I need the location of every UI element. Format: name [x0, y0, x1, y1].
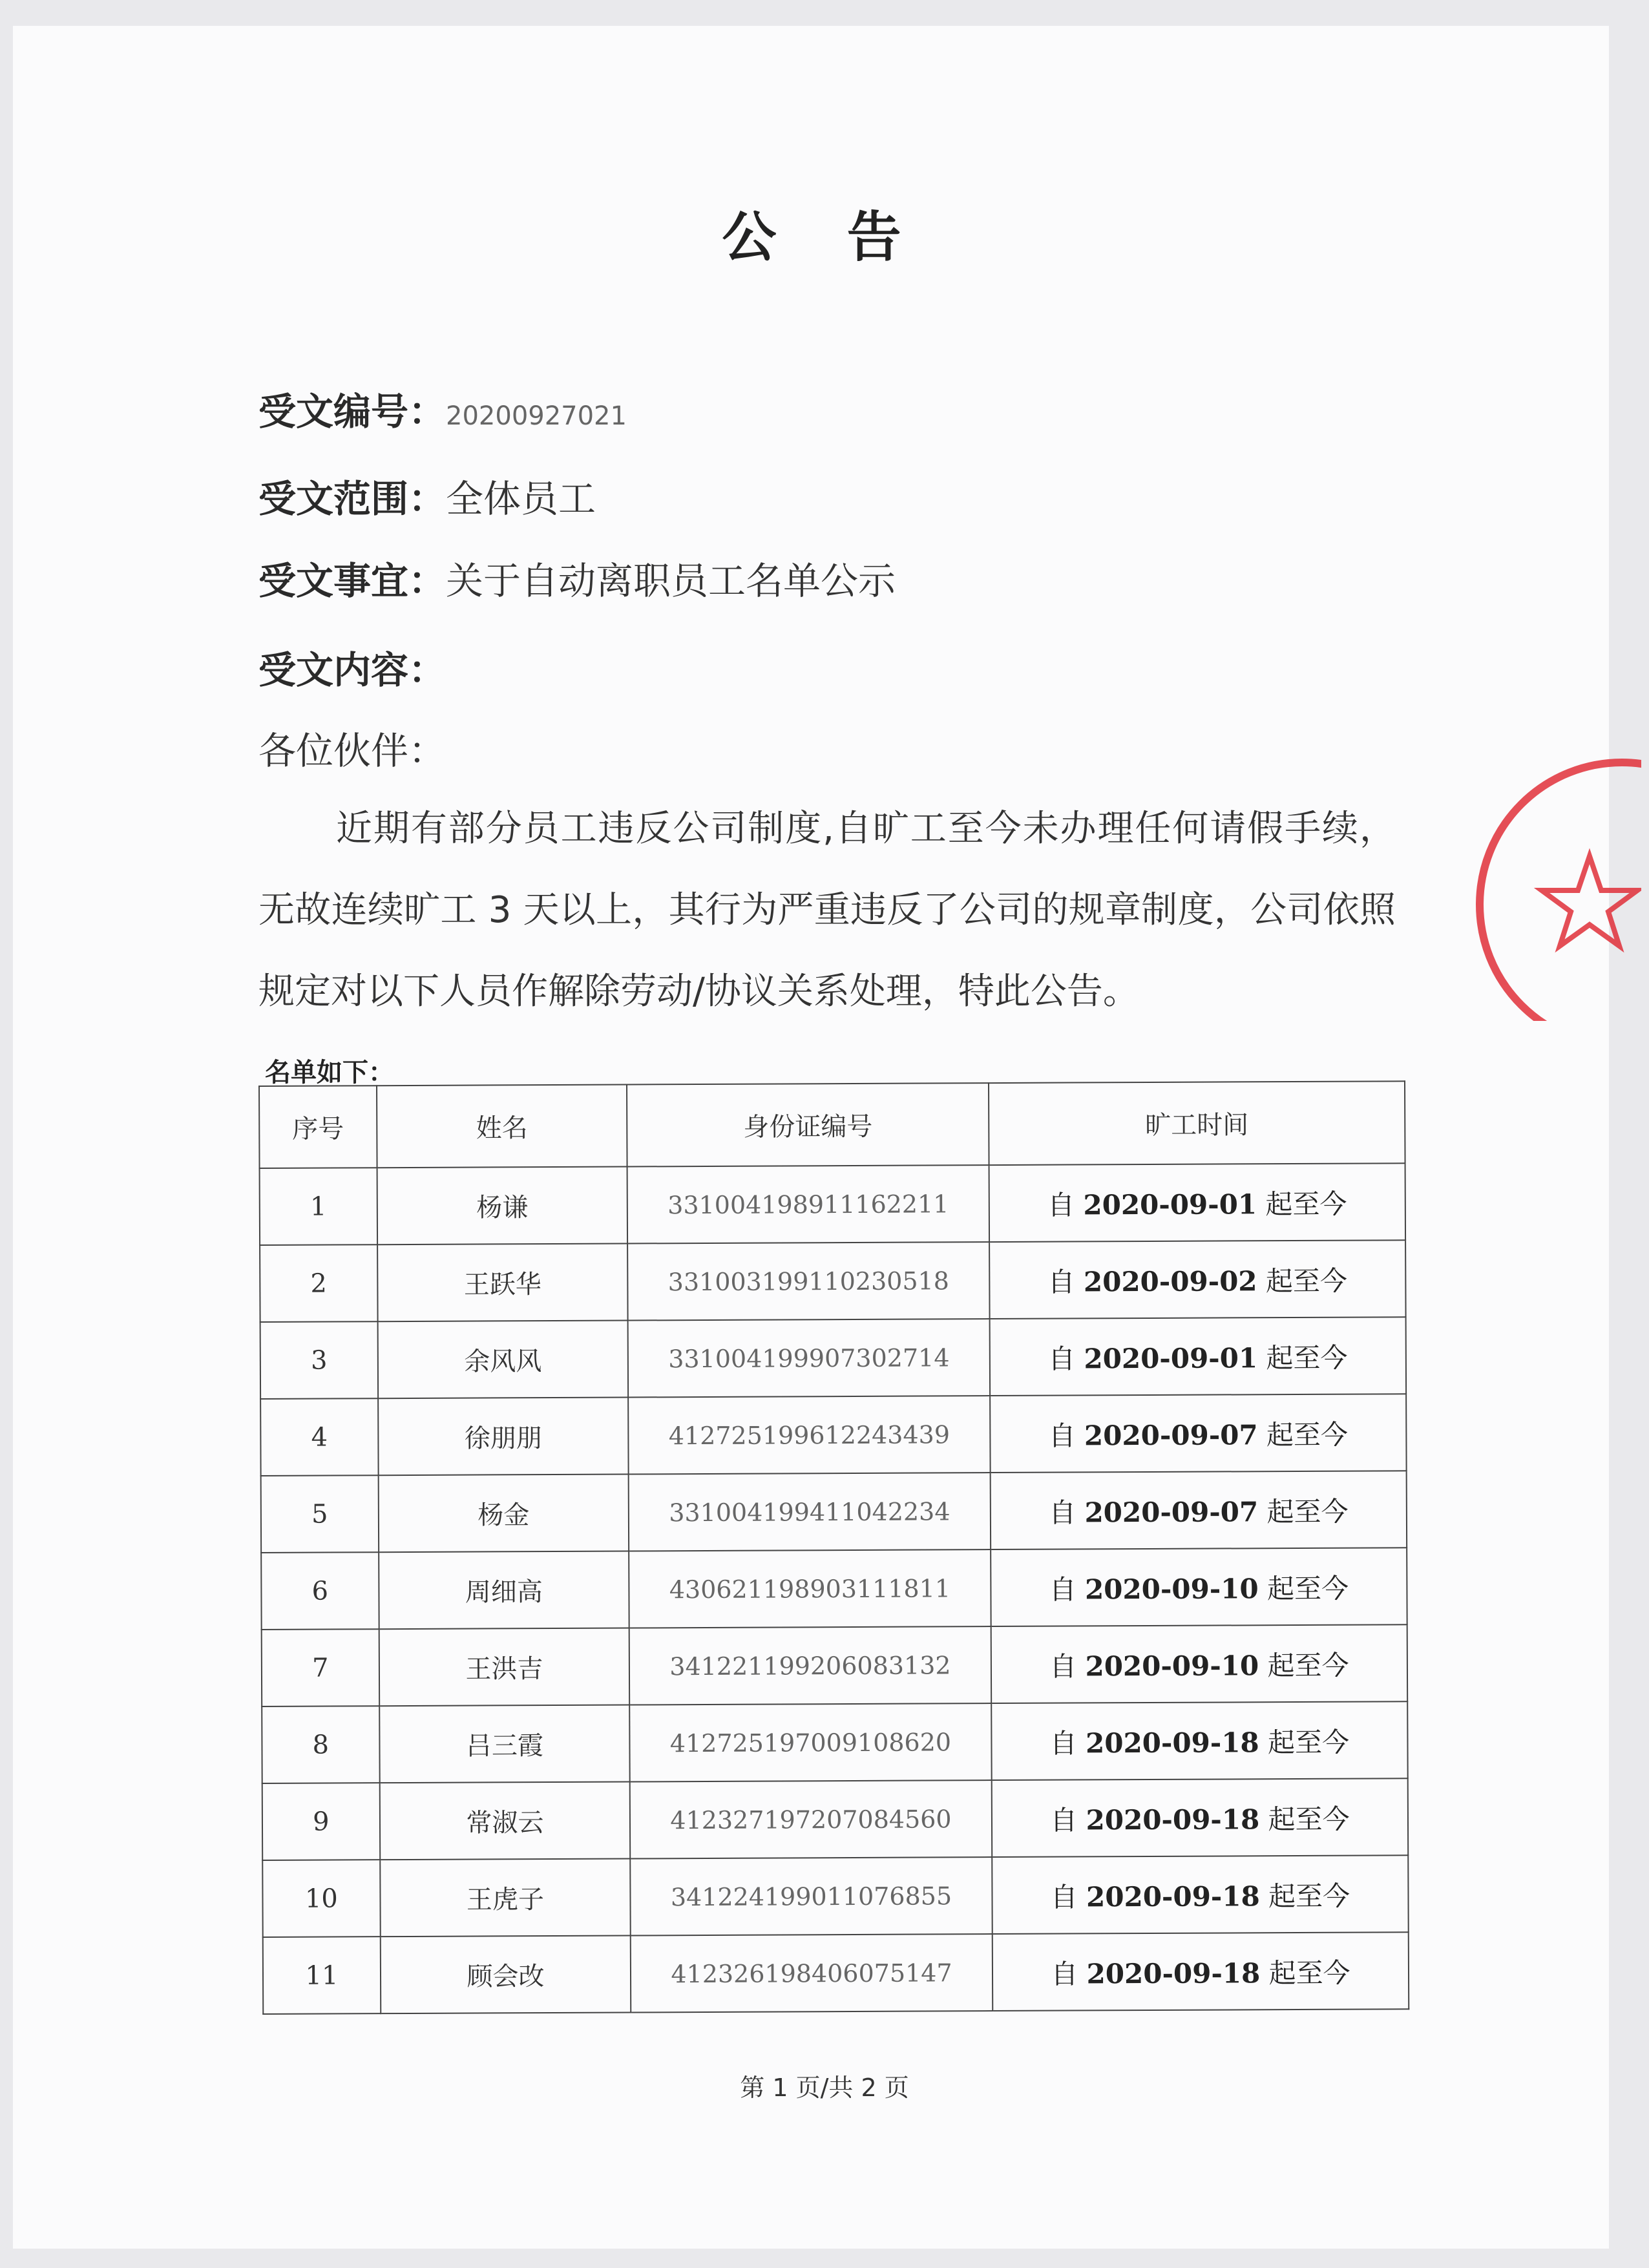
- cell-id-number: 430621198903111811: [629, 1549, 991, 1628]
- time-prefix: 自: [1047, 1265, 1084, 1298]
- field-matter-label: 受文事宜：: [258, 559, 446, 603]
- cell-name: 吕三霞: [379, 1705, 630, 1783]
- cell-name: 顾会改: [381, 1935, 631, 2013]
- table-row: [263, 1932, 1409, 2014]
- time-suffix: 起至今: [1257, 1265, 1348, 1297]
- cell-absence-time: [991, 1548, 1407, 1626]
- cell-id-number: 331004198911162211: [627, 1165, 989, 1243]
- cell-name: 徐朋朋: [378, 1398, 629, 1476]
- field-content-label: 受文内容：: [258, 648, 446, 692]
- seal-star: [1542, 856, 1637, 946]
- table-row: [260, 1240, 1406, 1322]
- field-number-label: 受文编号：: [258, 390, 446, 434]
- cell-name: 王跃华: [377, 1244, 628, 1322]
- table-row: [262, 1624, 1408, 1706]
- time-suffix: 起至今: [1258, 1572, 1349, 1604]
- table-row: [261, 1548, 1407, 1630]
- time-prefix: 自: [1049, 1496, 1085, 1529]
- cell-name: 王洪吉: [379, 1628, 629, 1706]
- cell-no: 5: [261, 1475, 379, 1553]
- cell-no: 1: [260, 1168, 377, 1245]
- field-scope: [258, 468, 596, 523]
- cell-absence-time: [991, 1624, 1408, 1703]
- cell-no: 10: [262, 1860, 380, 1937]
- time-suffix: 起至今: [1256, 1188, 1347, 1220]
- time-suffix: 起至今: [1257, 1341, 1348, 1374]
- time-date: 2020-09-18: [1086, 1957, 1261, 1990]
- cell-no: 11: [263, 1937, 381, 2014]
- time-prefix: 自: [1047, 1188, 1084, 1221]
- table-row: [260, 1394, 1407, 1476]
- cell-no: 3: [260, 1321, 378, 1399]
- cell-name: 周细高: [379, 1551, 629, 1630]
- cell-id-number: 412326198406075147: [631, 1934, 993, 2012]
- greeting: 各位伙伴：: [258, 729, 446, 773]
- time-suffix: 起至今: [1259, 1803, 1350, 1835]
- time-suffix: 起至今: [1257, 1418, 1349, 1451]
- cell-id-number: 331003199110230518: [627, 1242, 989, 1320]
- header-no: 序号: [259, 1086, 377, 1168]
- list-title: 名单如下：: [265, 1058, 394, 1087]
- roster-body: [260, 1163, 1409, 2014]
- time-date: 2020-09-07: [1084, 1495, 1259, 1528]
- table-row: [262, 1778, 1409, 1860]
- cell-absence-time: [989, 1317, 1406, 1396]
- cell-name: 余风风: [377, 1321, 628, 1399]
- table-row: [262, 1855, 1409, 1937]
- header-time: 旷工时间: [989, 1081, 1405, 1165]
- cell-no: 4: [260, 1398, 378, 1476]
- cell-no: 9: [262, 1783, 380, 1860]
- field-scope-label: 受文范围：: [258, 477, 446, 521]
- time-date: 2020-09-18: [1086, 1803, 1260, 1836]
- time-date: 2020-09-07: [1084, 1418, 1258, 1451]
- field-number: [258, 381, 627, 436]
- time-prefix: 自: [1048, 1419, 1085, 1452]
- time-prefix: 自: [1049, 1573, 1086, 1606]
- company-seal: [1428, 711, 1641, 1021]
- cell-absence-time: [989, 1240, 1406, 1319]
- cell-absence-time: [991, 1701, 1408, 1780]
- time-date: 2020-09-18: [1085, 1726, 1259, 1759]
- field-matter-value: 关于自动离职员工名单公示: [446, 559, 896, 603]
- cell-name: 常淑云: [379, 1782, 630, 1860]
- cell-id-number: 331004199907302714: [628, 1319, 990, 1397]
- cell-id-number: 341221199206083132: [629, 1626, 991, 1705]
- cell-no: 2: [260, 1244, 377, 1322]
- cell-absence-time: [990, 1394, 1407, 1473]
- cell-name: 杨谦: [377, 1167, 627, 1245]
- time-prefix: 自: [1050, 1803, 1086, 1836]
- time-prefix: 自: [1051, 1957, 1087, 1990]
- body-paragraph: 近期有部分员工违反公司制度,自旷工至今未办理任何请假手续，无故连续旷工 3 天以上，其行为严重违反了公司的规章制度，公司依照规定对以下人员作解除劳动/协议关系处理，特此公告。: [258, 808, 1396, 1013]
- time-suffix: 起至今: [1259, 1880, 1350, 1912]
- table-row: [260, 1317, 1407, 1399]
- table-row: [260, 1163, 1406, 1245]
- field-matter: [258, 551, 896, 605]
- cell-no: 6: [261, 1552, 379, 1630]
- field-number-value: 20200927021: [446, 401, 627, 431]
- cell-absence-time: [989, 1163, 1405, 1242]
- time-prefix: 自: [1049, 1727, 1086, 1759]
- document-title: 公 告: [722, 205, 927, 269]
- cell-id-number: 341224199011076855: [630, 1857, 992, 1935]
- time-prefix: 自: [1050, 1880, 1087, 1913]
- header-name: 姓名: [377, 1085, 627, 1168]
- cell-absence-time: [991, 1471, 1407, 1549]
- time-date: 2020-09-01: [1084, 1341, 1258, 1374]
- time-date: 2020-09-01: [1083, 1188, 1257, 1221]
- header-id: 身份证编号: [627, 1083, 989, 1166]
- cell-absence-time: [992, 1855, 1409, 1934]
- time-suffix: 起至今: [1258, 1495, 1349, 1528]
- table-row: [262, 1701, 1408, 1783]
- time-suffix: 起至今: [1259, 1649, 1349, 1681]
- time-date: 2020-09-18: [1086, 1880, 1260, 1913]
- table-row: [261, 1471, 1407, 1553]
- table-header-row: [259, 1081, 1405, 1168]
- page-footer: 第 1 页/共 2 页: [740, 2074, 909, 2102]
- cell-id-number: 331004199411042234: [629, 1473, 991, 1551]
- field-scope-value: 全体员工: [446, 477, 596, 521]
- time-suffix: 起至今: [1259, 1726, 1350, 1758]
- cell-id-number: 412725199612243439: [628, 1396, 990, 1474]
- cell-name: 杨金: [378, 1475, 629, 1553]
- time-prefix: 自: [1047, 1342, 1084, 1375]
- cell-no: 7: [262, 1629, 379, 1706]
- time-suffix: 起至今: [1260, 1957, 1350, 1989]
- time-date: 2020-09-10: [1085, 1649, 1259, 1682]
- cell-no: 8: [262, 1706, 379, 1783]
- cell-absence-time: [993, 1932, 1409, 2011]
- cell-absence-time: [992, 1778, 1409, 1857]
- time-date: 2020-09-02: [1083, 1265, 1257, 1297]
- time-date: 2020-09-10: [1084, 1572, 1259, 1605]
- time-prefix: 自: [1049, 1650, 1086, 1683]
- cell-id-number: 412327197207084560: [630, 1780, 992, 1858]
- cell-id-number: 412725197009108620: [629, 1703, 991, 1781]
- cell-name: 王虎子: [380, 1859, 631, 1937]
- field-content: [258, 640, 446, 694]
- roster-table: [258, 1080, 1409, 2015]
